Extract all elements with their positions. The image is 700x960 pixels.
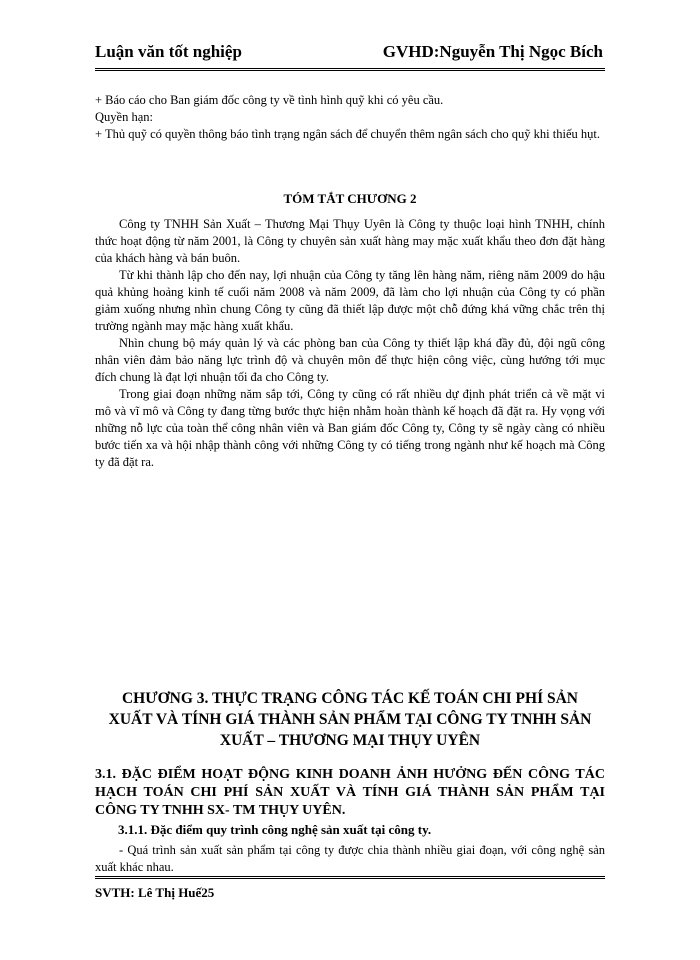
- duty-line: + Báo cáo cho Ban giám đốc công ty về tình hình quỹ khi có yêu cầu.: [95, 93, 444, 107]
- summary-paragraph: Từ khi thành lập cho đến nay, lợi nhuận của Công ty tăng lên hàng năm, riêng năm 2009 do hậu quả khủng hoảng kinh tế cuối năm 2008 và năm 2009, đã làm cho lợi nhuận của Công ty có phần giảm xuống nhưng nhìn chung Công ty cũng đã thiết lập được một chỗ đứng khá vững chắc trên thị trường ngành may mặc hàng xuất khẩu.: [95, 268, 605, 333]
- right-line: + Thủ quỹ có quyền thông báo tình trạng ngân sách để chuyển thêm ngân sách cho quỹ khi thiếu hụt.: [95, 127, 600, 141]
- summary-paragraph: Nhìn chung bộ máy quản lý và các phòng ban của Công ty thiết lập khá đầy đủ, đội ngũ công nhân viên đảm bảo năng lực trình độ và chuyên môn để thực hiện công việc, cùng hướng tới mục đích chung là đạt lợi nhuận tối đa cho Công ty.: [95, 336, 605, 384]
- chapter-title: CHƯƠNG 3. THỰC TRẠNG CÔNG TÁC KẾ TOÁN CHI PHÍ SẢN XUẤT VÀ TÍNH GIÁ THÀNH SẢN PHẨM TẠI CÔNG TY TNHH SẢN XUẤT – THƯƠNG MẠI THỤY UYÊN: [108, 690, 592, 749]
- header-advisor: GVHD:Nguyễn Thị Ngọc Bích: [382, 42, 603, 61]
- rights-heading: Quyền hạn:: [95, 110, 153, 124]
- page-footer: [95, 876, 605, 909]
- subsection-title: 3.1.1. Đặc điểm quy trình công nghệ sản xuất tại công ty.: [118, 822, 432, 837]
- summary-paragraph: Công ty TNHH Sản Xuất – Thương Mại Thụy Uyên là Công ty thuộc loại hình TNHH, chính thức hoạt động từ năm 2001, là Công ty chuyên sản xuất hàng may mặc xuất khẩu theo đơn đặt hàng của khách hàng và bán buôn.: [95, 217, 605, 265]
- section-body: [95, 842, 605, 876]
- summary-paragraph: Trong giai đoạn những năm sắp tới, Công ty cũng có rất nhiều dự định phát triển cả về mặt vi mô và vĩ mô và Công ty đang từng bước thực hiện nhằm hoàn thành kế hoạch đã đặt ra. Hy vọng với những nỗ lực của toàn thể công nhân viên và Ban giám đốc Công ty, Công ty sẽ ngày càng có nhiều bước tiến xa và hội nhập thành công với những Công ty có tiếng trong ngành như kế hoạch mà Công ty đã đặt ra.: [95, 387, 605, 469]
- summary-title: TÓM TẮT CHƯƠNG 2: [283, 191, 417, 206]
- section-title: 3.1. ĐẶC ĐIỂM HOẠT ĐỘNG KINH DOANH ẢNH HƯỞNG ĐẾN CÔNG TÁC HẠCH TOÁN CHI PHÍ SẢN XUẤT VÀ TÍNH GIÁ THÀNH SẢN PHẨM TẠI CÔNG TY TNHH SX- TM THỤY UYÊN.: [95, 767, 605, 818]
- duties-block: [95, 92, 605, 143]
- section-paragraph: - Quá trình sản xuất sản phẩm tại công ty được chia thành nhiều giai đoạn, với công nghệ sản xuất khác nhau.: [95, 843, 605, 874]
- page-header: [95, 38, 605, 71]
- footer-student: SVTH: Lê Thị Huế25: [95, 885, 215, 900]
- summary-body: [95, 216, 605, 471]
- header-thesis-label: Luận văn tốt nghiệp: [95, 42, 242, 61]
